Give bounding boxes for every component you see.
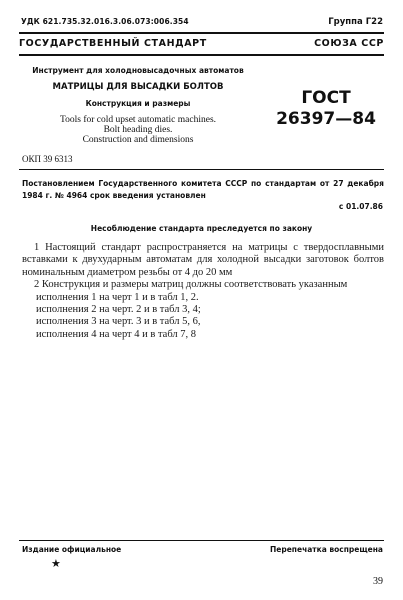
star-icon: ★ [51, 557, 61, 570]
title-subtitle: Конструкция и размеры [85, 99, 191, 108]
gost-label: ГОСТ [301, 88, 351, 108]
list-item: исполнения 2 на черт. 2 и в табл 3, 4; [36, 304, 201, 316]
title-en-line1: Tools for cold upset automatic machines. [59, 115, 217, 125]
top-rule [19, 32, 384, 34]
title-category: Инструмент для холодновысадочных автоматов [32, 66, 244, 75]
title-en-line2: Bolt heading dies. [103, 125, 173, 135]
body-content [22, 242, 384, 341]
standard-banner [19, 38, 384, 49]
footer-rule [19, 540, 384, 541]
list-item: исполнения 4 на черт 4 и в табл 7, 8 [36, 328, 197, 340]
list-item: исполнения 3 на черт. 3 и в табл 5, 6, [36, 316, 201, 328]
penalty-notice: Несоблюдение стандарта преследуется по закону [90, 224, 313, 233]
edition-official: Издание официальное [22, 545, 122, 554]
group-code: Группа Г22 [328, 17, 383, 27]
list-item: исполнения 1 на черт 1 и в табл 1, 2. [36, 291, 199, 303]
paragraph-1: 1 Настоящий стандарт распространяется на матрицы с твердосплавными вставками к двухударным автоматам для холодной высадки заготовок болтов номинальным диаметром резьбы от 4 до 20 мм [22, 242, 384, 278]
gost-number: 26397—84 [276, 109, 376, 129]
banner-bottom-rule [19, 54, 384, 56]
effective-date: с 01.07.86 [338, 202, 383, 211]
okp-code: ОКП 39 6313 [22, 154, 73, 164]
udk-code: УДК 621.735.32.016.3.06.073:006.354 [21, 17, 189, 26]
gost-designation [270, 88, 382, 130]
decree-top-rule [19, 169, 384, 170]
title-en-line3: Construction and dimensions [82, 135, 194, 145]
decree-text: Постановлением Государственного комитета СССР по стандартам от 27 декабря 1984 г. № 4964 срок введения установлен [22, 179, 384, 200]
reprint-prohibited: Перепечатка воспрещена [269, 545, 383, 554]
execution-list [22, 292, 384, 342]
paragraph-2: 2 Конструкция и размеры матриц должны соответствовать указанным [34, 279, 348, 291]
banner-right: СОЮЗА ССР [314, 38, 384, 49]
title-name: МАТРИЦЫ ДЛЯ ВЫСАДКИ БОЛТОВ [52, 82, 224, 92]
title-english [22, 115, 254, 145]
banner-left: ГОСУДАРСТВЕННЫЙ СТАНДАРТ [19, 38, 207, 49]
page-number: 39 [373, 576, 383, 587]
